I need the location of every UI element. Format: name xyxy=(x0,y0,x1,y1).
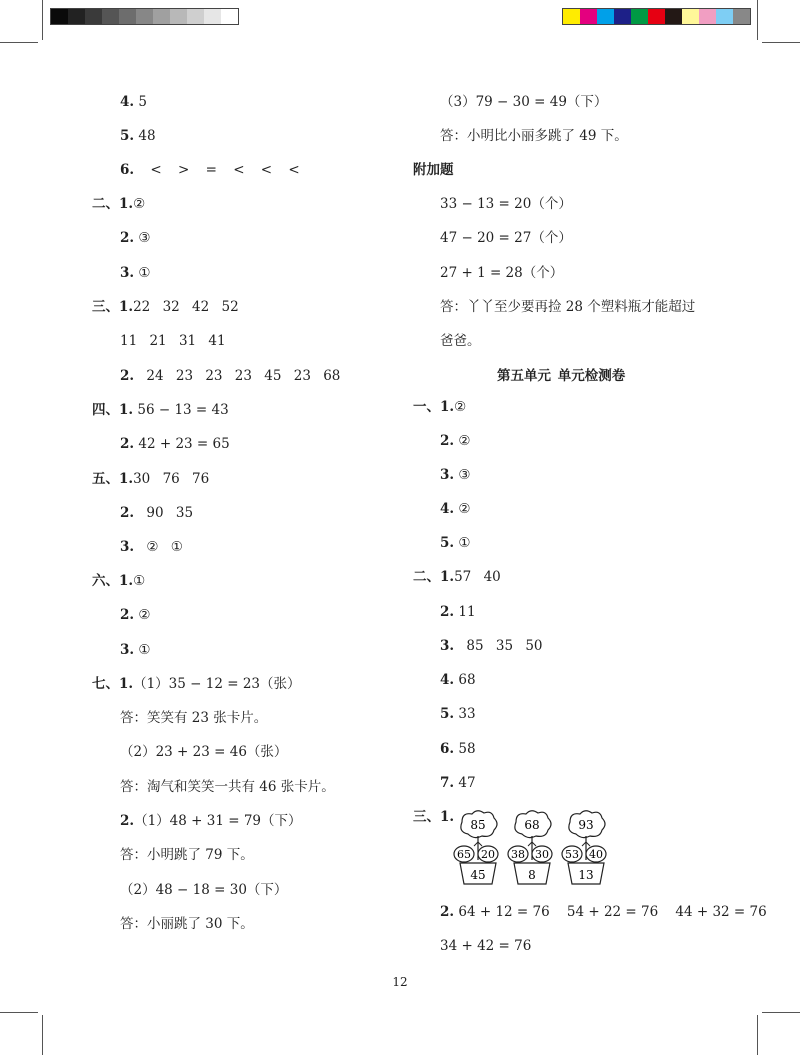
flower-pot xyxy=(454,811,498,884)
unit-title: 第五单元 单元检测卷 xyxy=(497,368,626,384)
answer-line: 爸爸。 xyxy=(440,333,481,349)
answer-line: （2）48 − 18 = 30（下） xyxy=(120,882,288,898)
leaf-right-number: 30 xyxy=(535,848,549,861)
flower-top-number: 68 xyxy=(524,818,540,832)
answer-line: 4. 68 xyxy=(440,672,476,688)
pot-number: 45 xyxy=(470,868,486,882)
crop-mark xyxy=(762,1012,800,1013)
leaf-left-number: 38 xyxy=(511,848,525,861)
answer-line: 3. 85 35 50 xyxy=(440,638,543,654)
answer-line: 2. ③ xyxy=(120,230,151,246)
flower-top-number: 85 xyxy=(470,818,486,832)
answer-line: 2. 42 + 23 = 65 xyxy=(120,436,230,452)
answer-line: 4. 5 xyxy=(120,94,147,110)
pot-number: 13 xyxy=(578,868,594,882)
answer-line: 2. ② xyxy=(120,607,151,623)
answer-line: 3. ① xyxy=(120,265,151,281)
answer-line: 6. 58 xyxy=(440,741,476,757)
answer-line: 7. 47 xyxy=(440,775,476,791)
answer-line: 4. ② xyxy=(440,501,471,517)
answer-line: 2. 64 + 12 = 76 54 + 22 = 76 44 + 32 = 76 xyxy=(440,904,767,920)
answer-line: 5. 48 xyxy=(120,128,156,144)
answer-line: 答：小丽跳了 30 下。 xyxy=(120,916,254,932)
answer-line: 27 + 1 = 28（个） xyxy=(440,265,564,281)
answer-line: 33 − 13 = 20（个） xyxy=(440,196,572,212)
leaf-left-number: 65 xyxy=(457,848,471,861)
color-bar xyxy=(562,8,751,25)
answer-line: 5. 33 xyxy=(440,706,476,722)
answer-line: 2. 24 23 23 23 45 23 68 xyxy=(120,368,341,384)
answer-line: 47 − 20 = 27（个） xyxy=(440,230,572,246)
answer-line: 答：小明跳了 79 下。 xyxy=(120,847,254,863)
flower-pot xyxy=(508,811,552,884)
leaf-right-number: 20 xyxy=(481,848,495,861)
answer-line: 11 21 31 41 xyxy=(120,333,226,349)
leaf-right-number: 40 xyxy=(589,848,603,861)
answer-line: 答：淘气和笑笑一共有 46 张卡片。 xyxy=(120,779,335,795)
answer-line: 3. ③ xyxy=(440,467,471,483)
answer-line: （2）23 + 23 = 46（张） xyxy=(120,744,288,760)
answer-line: 三、1.22 32 42 52 xyxy=(92,299,239,315)
crop-mark xyxy=(757,0,758,40)
answer-line: 2. 90 35 xyxy=(120,505,194,521)
flower-top-number: 93 xyxy=(578,818,594,832)
crop-mark xyxy=(762,42,800,43)
answer-line: 答：丫丫至少要再捡 28 个塑料瓶才能超过 xyxy=(440,299,696,315)
answer-line: 2. ② xyxy=(440,433,471,449)
answer-line: 3. ① xyxy=(120,642,151,658)
grayscale-bar xyxy=(50,8,239,25)
answer-line: 3. ② ① xyxy=(120,539,183,555)
answer-line: 六、1.① xyxy=(92,573,146,589)
answer-line: 四、1. 56 − 13 = 43 xyxy=(92,402,229,418)
answer-line: （3）79 − 30 = 49（下） xyxy=(440,94,608,110)
crop-mark xyxy=(0,42,38,43)
answer-line: 答：小明比小丽多跳了 49 下。 xyxy=(440,128,628,144)
answer-line: 一、1.② xyxy=(413,399,467,415)
page-number: 12 xyxy=(392,975,408,989)
answer-line: 七、1.（1）35 − 12 = 23（张） xyxy=(92,676,301,692)
section-heading-bonus: 附加题 xyxy=(413,162,454,178)
answer-line: 34 + 42 = 76 xyxy=(440,938,532,954)
answer-line: 二、1.57 40 xyxy=(413,569,501,585)
answer-line: 5. ① xyxy=(440,535,471,551)
flower-pot xyxy=(562,811,606,884)
answer-line: 五、1.30 76 76 xyxy=(92,471,210,487)
answer-line: 6. < > = < < < xyxy=(120,162,300,178)
answer-line: 答：笑笑有 23 张卡片。 xyxy=(120,710,268,726)
answer-line: 三、1. xyxy=(413,809,455,825)
pot-number: 8 xyxy=(528,868,536,882)
leaf-left-number: 53 xyxy=(565,848,579,861)
answer-line: 2.（1）48 + 31 = 79（下） xyxy=(120,813,302,829)
answer-line: 2. 11 xyxy=(440,604,476,620)
crop-mark xyxy=(757,1015,758,1055)
flower-pots-figure xyxy=(452,808,612,888)
crop-mark xyxy=(0,1012,38,1013)
crop-mark xyxy=(42,1015,43,1055)
crop-mark xyxy=(42,0,43,40)
answer-line: 二、1.② xyxy=(92,196,146,212)
